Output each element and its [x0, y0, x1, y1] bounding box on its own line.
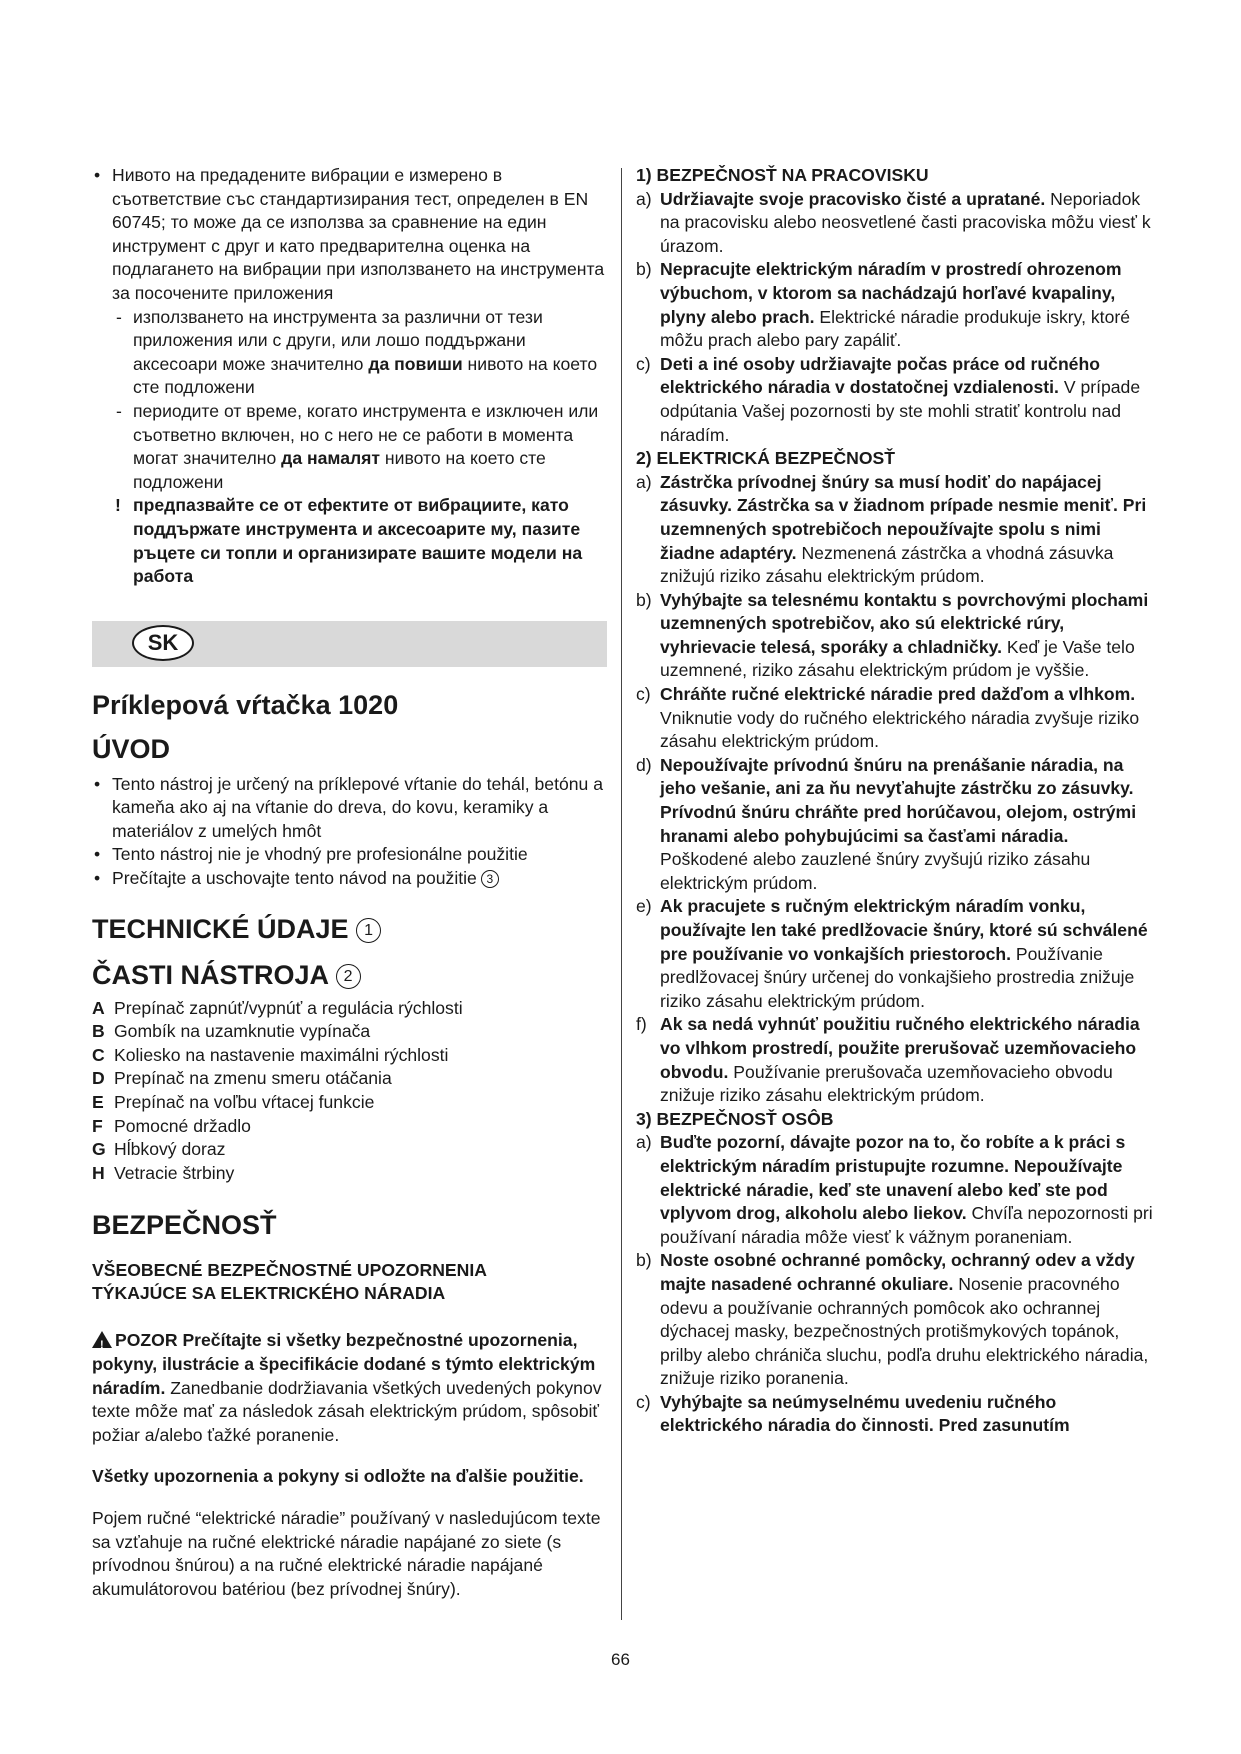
safety-item: a) Zástrčka prívodnej šnúry sa musí hodiť do napájacej zásuvky. Zástrčka sa v žiadnom prípade nesmie meniť. Pri uzemnených spotrebičoch nepoužívajte spolu s nimi žiadne adaptéry. Nezmenená zástrčka a vhodná zásuvka znižujú riziko zásahu elektrickým prúdom.: [636, 471, 1147, 587]
bg-vibration-bullet: • Нивото на предадените вибрации е измерено в съответствие със стандартизирания тест, определен в EN 60745; то може да се използва за сравнение на един инструмент с друг и като предварителна оценка на подлагането на вибрации при използването на инструмента за посочените приложения: [92, 164, 607, 306]
uvod-bullet-2: • Tento nástroj nie je vhodný pre profesionálne použitie: [92, 843, 607, 867]
safety-item: c) Vyhýbajte sa neúmyselnému uvedeniu ručného elektrického náradia do činnosti. Pred zasunutím: [636, 1391, 1070, 1436]
parts-item: G Hĺbkový doraz: [92, 1139, 226, 1160]
bg-dash-item-2: - периодите от време, когато инструмента е изключен или съответно включен, но с него не се работи в момента могат значително да намалят нивото на което сте подложени: [92, 400, 607, 494]
figure-ref-badge: 1: [356, 918, 381, 943]
language-bar: [92, 621, 607, 667]
general-safety-heading: VŠEOBECNÉ BEZPEČNOSTNÉ UPOZORNENIA TÝKAJÚCE SA ELEKTRICKÉHO NÁRADIA: [92, 1260, 487, 1304]
safety-item: b) Vyhýbajte sa telesnému kontaktu s povrchovými plochami uzemnených spotrebičov, ako sú elektrické rúry, vyhrievacie telesá, sporáky a chladničky. Keď je Vaše telo uzemnené, riziko zásahu elektrickým prúdom je vyššie.: [636, 589, 1149, 681]
figure-ref-badge: 3: [481, 870, 499, 888]
safety-item: e) Ak pracujete s ručným elektrickým náradím vonku, používajte len také predlžovacie šnúry, ktoré sú schválené pre používanie vo vonkajších priestoroch. Používanie predlžovacej šnúry určenej do vonkajšieho prostredia znižuje riziko zásahu elektrickým prúdom.: [636, 896, 1148, 1011]
uvod-bullet-1: • Tento nástroj je určený na príklepové vŕtanie do tehál, betónu a kameňa ako aj na vŕtanie do dreva, do kovu, keramiky a materiálov z umelých hmôt: [92, 773, 607, 844]
parts-item: F Pomocné držadlo: [92, 1115, 251, 1136]
uvod-heading: ÚVOD: [92, 733, 171, 764]
uvod-bullet-3: • Prečítajte a uschovajte tento návod na použitie 3: [92, 867, 607, 891]
column-divider: [621, 168, 622, 1620]
figure-ref-badge: 2: [336, 964, 361, 989]
section-heading-electrical: 2) ELEKTRICKÁ BEZPEČNOSŤ: [636, 448, 896, 469]
language-badge: SK: [132, 625, 194, 661]
bg-warning-note: ! предпазвайте се от ефектите от вибрациите, като поддържате инструмента и аксесоарите му, пазите ръцете си топли и организирате вашите модели на работа: [92, 494, 607, 588]
warning-paragraph: ! POZOR Prečítajte si všetky bezpečnostné upozornenia, pokyny, ilustrácie a špecifikácie dodané s týmto elektrickým náradím. Zanedbanie dodržiavania všetkých uvedených pokynov texte môže mať za následok zásah elektrickým prúdom, spôsobiť požiar a/alebo ťažké poranenie.: [92, 1330, 602, 1445]
product-title: Príklepová vŕtačka 1020: [92, 689, 399, 720]
tech-heading: TECHNICKÉ ÚDAJE 1: [92, 913, 607, 945]
parts-list: [92, 997, 607, 1186]
safety-item: c) Chráňte ručné elektrické náradie pred dažďom a vlhkom. Vniknutie vody do ručného elektrického náradia zvyšuje riziko zásahu elektrickým prúdom.: [636, 684, 1140, 752]
page-number: 66: [611, 1650, 630, 1669]
keep-instructions-note: Všetky upozornenia a pokyny si odložte na ďalšie použitie.: [92, 1466, 584, 1487]
bg-dash-item-1: - използването на инструмента за различни от тези приложения или с други, или лошо поддържани аксесоари може значително да повиши нивото на което сте подложени: [92, 306, 607, 400]
safety-item: d) Nepoužívajte prívodnú šnúru na prenášanie náradia, na jeho vešanie, ani za ňu nevyťahujte zástrčku zo zásuvky. Prívodnú šnúru chráňte pred horúčavou, olejom, ostrými hranami alebo pohybujúcimi sa časťami náradia. Poškodené alebo zauzlené šnúry zvyšujú riziko zásahu elektrickým prúdom.: [636, 754, 1137, 893]
section-heading-workplace: 1) BEZPEČNOSŤ NA PRACOVISKU: [636, 165, 929, 185]
right-column: [636, 164, 1158, 1438]
left-column: [92, 164, 607, 1601]
safety-item: a) Buďte pozorní, dávajte pozor na to, čo robíte a k práci s elektrickým náradím pristupujte rozumne. Nepoužívajte elektrické náradie, keď ste unavení alebo keď ste pod vplyvom drog, alkoholu alebo liekov. Chvíľa nepozornosti pri používaní náradia môže viesť k vážnym poraneniam.: [636, 1132, 1153, 1247]
safety-item: c) Deti a iné osoby udržiavajte počas práce od ručného elektrického náradia v dostatočnej vzdialenosti. V prípade odpútania Vašej pozornosti by ste mohli stratiť kontrolu nad náradím.: [636, 353, 1141, 445]
parts-item: D Prepínač na zmenu smeru otáčania: [92, 1068, 392, 1089]
safety-item: f) Ak sa nedá vyhnúť použitiu ručného elektrického náradia vo vlhkom prostredí, použite prerušovač uzemňovacieho obvodu. Používanie prerušovača uzemňovacieho obvodu znižuje riziko zásahu elektrickým prúdom.: [636, 1014, 1140, 1106]
safety-item: a) Udržiavajte svoje pracovisko čisté a upratané. Neporiadok na pracovisku alebo neosvetlené časti pracoviska môžu viesť k úrazom.: [636, 188, 1151, 256]
parts-item: B Gombík na uzamknutie vypínača: [92, 1021, 371, 1042]
section-heading-personal: 3) BEZPEČNOSŤ OSÔB: [636, 1108, 834, 1129]
parts-item: H Vetracie štrbiny: [92, 1162, 235, 1183]
term-definition-paragraph: Pojem ručné “elektrické náradie” používaný v nasledujúcom texte sa vzťahuje na ručné elektrické náradie napájané zo siete (s prívodnou šnúrou) a na ručné elektrické náradie napájané akumulátorovou batériou (bez prívodnej šnúry).: [92, 1507, 601, 1599]
safety-item: b) Noste osobné ochranné pomôcky, ochranný odev a vždy majte nasadené ochranné okuliare. Nosenie pracovného odevu a používanie ochranných pomôcok ako ochrannej dýchacej masky, bezpečnostných protišmykových topánok, prilby alebo chrániča sluchu, podľa druhu elektrického náradia, znižuje riziko poranenia.: [636, 1250, 1149, 1389]
safety-heading: BEZPEČNOSŤ: [92, 1210, 277, 1241]
parts-item: A Prepínač zapnúť/vypnúť a regulácia rýchlosti: [92, 997, 463, 1018]
parts-item: C Koliesko na nastavenie maximálni rýchlosti: [92, 1044, 449, 1065]
warning-triangle-icon: !: [92, 1331, 112, 1348]
parts-item: E Prepínač na voľbu vŕtacej funkcie: [92, 1092, 375, 1113]
parts-heading: ČASTI NÁSTROJA 2: [92, 959, 607, 991]
safety-item: b) Nepracujte elektrickým náradím v prostredí ohrozenom výbuchom, v ktorom sa nachádzajú horľavé kvapaliny, plyny alebo prach. Elektrické náradie produkuje iskry, ktoré môžu prach alebo pary zapáliť.: [636, 259, 1131, 351]
